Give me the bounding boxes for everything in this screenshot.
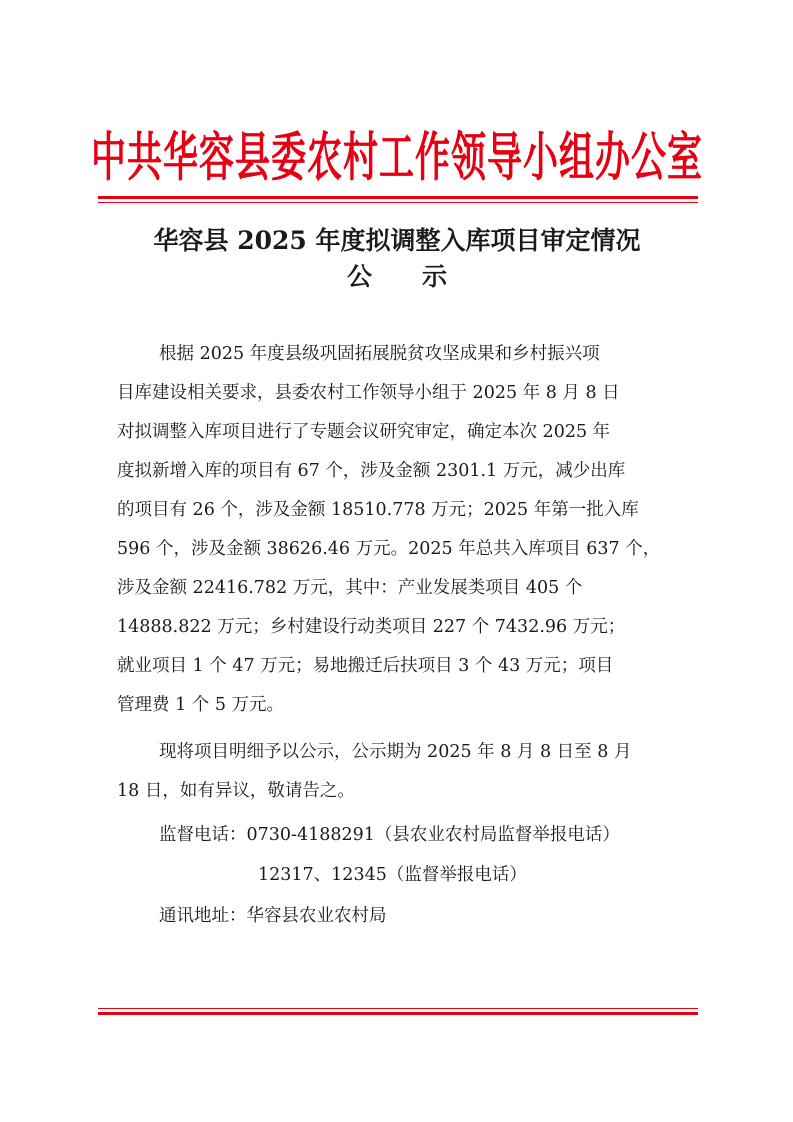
paragraph-line: 现将项目明细予以公示，公示期为 2025 年 8 月 8 日至 8 月 (159, 742, 632, 762)
red-rule-bottom-thin (98, 1008, 698, 1009)
paragraph-line: 对拟调整入库项目进行了专题会议研究审定，确定本次 2025 年 (117, 422, 611, 442)
document-title: 华容县 2025 年度拟调整入库项目审定情况 (153, 226, 641, 255)
paragraph-line: 的项目有 26 个，涉及金额 18510.778 万元；2025 年第一批入库 (117, 500, 639, 520)
paragraph-line: 目库建设相关要求，县委农村工作领导小组于 2025 年 8 月 8 日 (117, 383, 620, 403)
supervision-phone-line-2: 12317、12345（监督举报电话） (258, 865, 527, 885)
paragraph-line: 14888.822 万元；乡村建设行动类项目 227 个 7432.96 万元； (117, 617, 626, 637)
paragraph-line: 管理费 1 个 5 万元。 (117, 695, 285, 715)
paragraph-line: 根据 2025 年度县级巩固拓展脱贫攻坚成果和乡村振兴项 (159, 344, 600, 364)
paragraph-line: 596 个，涉及金额 38626.46 万元。2025 年总共入库项目 637 个， (117, 539, 661, 559)
masthead (91, 118, 704, 190)
paragraph-line: 度拟新增入库的项目有 67 个，涉及金额 2301.1 万元，减少出库 (117, 461, 626, 481)
red-rule-top-thin (98, 202, 698, 203)
mailing-address-line: 通讯地址：华容县农业农村局 (159, 906, 387, 926)
paragraph-line: 涉及金额 22416.782 万元，其中：产业发展类项目 405 个 (117, 578, 583, 598)
red-rule-bottom-thick (98, 1012, 698, 1015)
masthead-organization-name: 中共华容县委农村工作领导小组办公室 (91, 127, 704, 189)
red-rule-top-thick (98, 196, 698, 199)
paragraph-line: 就业项目 1 个 47 万元；易地搬迁后扶项目 3 个 43 万元；项目 (117, 656, 614, 676)
paragraph-line: 18 日，如有异议，敬请告之。 (117, 781, 355, 801)
supervision-phone-line: 监督电话：0730-4188291（县农业农村局监督举报电话） (159, 825, 620, 845)
document-subtitle: 公示 (346, 262, 497, 291)
